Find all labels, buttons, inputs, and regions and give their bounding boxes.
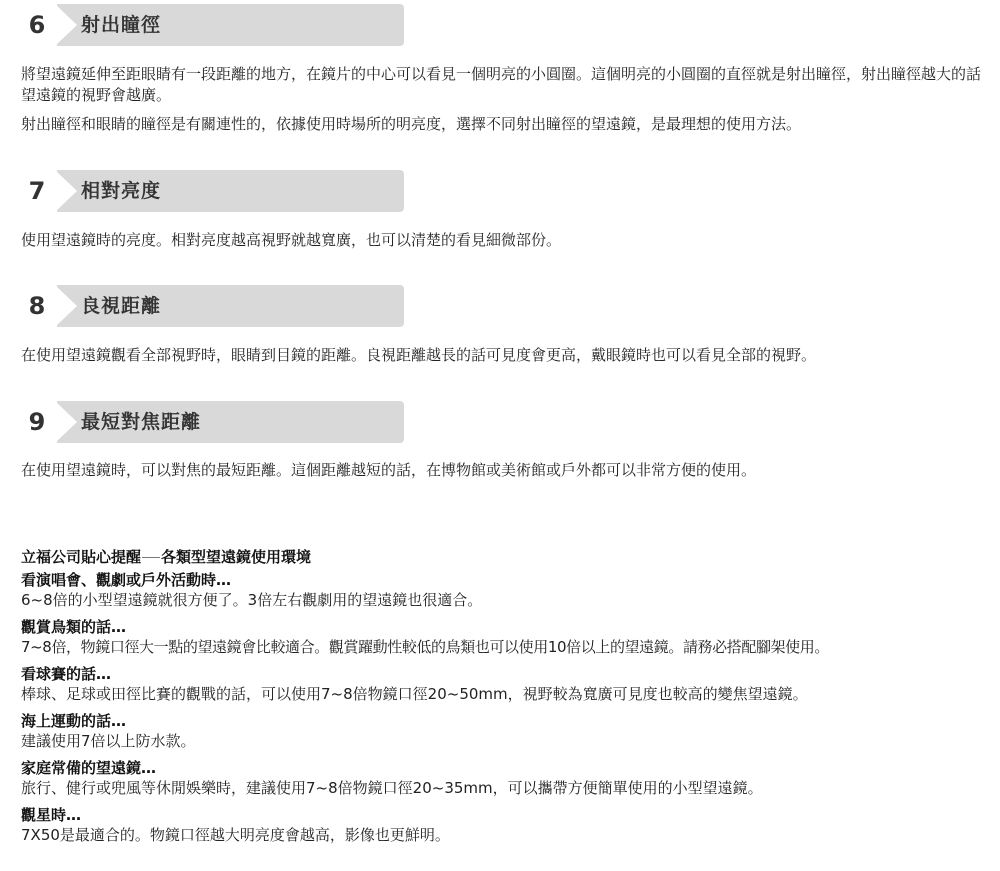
paragraph: 在使用望遠鏡時，可以對焦的最短距離。這個距離越短的話，在博物館或美術館或戶外都可以非常方便的使用。 bbox=[21, 461, 757, 479]
tip-item bbox=[21, 805, 996, 845]
tip-answer: 7~8倍，物鏡口徑大一點的望遠鏡會比較適合。觀賞躍動性較低的鳥類也可以使用10倍以上的望遠鏡。請務必搭配腳架使用。 bbox=[21, 638, 829, 656]
section-title: 相對亮度 bbox=[81, 180, 162, 202]
tip-answer: 建議使用7倍以上防水款。 bbox=[21, 732, 196, 750]
section-relative-brightness bbox=[0, 170, 1000, 212]
tip-answer: 旅行、健行或兜風等休閒娛樂時，建議使用7~8倍物鏡口徑20~35mm，可以攜帶方便簡單使用的小型望遠鏡。 bbox=[21, 779, 763, 797]
paragraph: 使用望遠鏡時的亮度。相對亮度越高視野就越寬廣，也可以清楚的看見細微部份。 bbox=[21, 231, 562, 249]
tip-answer: 6~8倍的小型望遠鏡就很方便了。3倍左右觀劇用的望遠鏡也很適合。 bbox=[21, 591, 483, 609]
section-eye-relief bbox=[0, 285, 1000, 327]
paragraph: 射出瞳徑和眼睛的瞳徑是有關連性的，依據使用時場所的明亮度，選擇不同射出瞳徑的望遠鏡，是最理想的使用方法。 bbox=[21, 115, 802, 133]
paragraph: 將望遠鏡延伸至距眼睛有一段距離的地方，在鏡片的中心可以看見一個明亮的小圓圈。這個明亮的小圓圈的直徑就是射出瞳徑，射出瞳徑越大的話望遠鏡的視野會越廣。 bbox=[21, 65, 982, 104]
tips-title bbox=[21, 546, 996, 568]
section-title: 射出瞳徑 bbox=[81, 14, 162, 36]
tips-title-left: 立福公司貼心提醒 bbox=[21, 548, 142, 566]
tip-question: 看球賽的話… bbox=[21, 665, 112, 683]
section-title: 良視距離 bbox=[81, 295, 162, 317]
section-number: 9 bbox=[28, 408, 46, 436]
tip-item bbox=[21, 711, 996, 751]
tip-question: 看演唱會、觀劇或戶外活動時… bbox=[21, 571, 232, 589]
tips-title-right: 各類型望遠鏡使用環境 bbox=[161, 548, 312, 566]
tip-answer: 棒球、足球或田徑比賽的觀戰的話，可以使用7~8倍物鏡口徑20~50mm，視野較為寬廣可見度也較高的變焦望遠鏡。 bbox=[21, 685, 808, 703]
section-header bbox=[19, 4, 404, 46]
tip-item bbox=[21, 664, 996, 704]
tip-question: 海上運動的話… bbox=[21, 712, 127, 730]
section-header bbox=[19, 285, 404, 327]
tip-item bbox=[21, 617, 996, 657]
section-number: 8 bbox=[28, 292, 46, 320]
section-number: 6 bbox=[28, 11, 46, 39]
section-min-focus-distance bbox=[0, 401, 1000, 443]
section-exit-pupil bbox=[0, 4, 1000, 46]
tip-question: 觀星時… bbox=[21, 806, 82, 824]
title-dash bbox=[142, 557, 160, 558]
tip-answer: 7X50是最適合的。物鏡口徑越大明亮度會越高，影像也更鮮明。 bbox=[21, 826, 450, 844]
paragraph: 在使用望遠鏡觀看全部視野時，眼睛到目鏡的距離。良視距離越長的話可見度會更高，戴眼鏡時也可以看見全部的視野。 bbox=[21, 346, 817, 364]
tip-question: 家庭常備的望遠鏡… bbox=[21, 759, 157, 777]
section-title: 最短對焦距離 bbox=[81, 411, 202, 433]
usage-tips bbox=[21, 546, 996, 852]
tip-item bbox=[21, 758, 996, 798]
section-header bbox=[19, 401, 404, 443]
tip-item bbox=[21, 570, 996, 610]
section-number: 7 bbox=[28, 177, 46, 205]
section-header bbox=[19, 170, 404, 212]
tip-question: 觀賞鳥類的話… bbox=[21, 618, 127, 636]
